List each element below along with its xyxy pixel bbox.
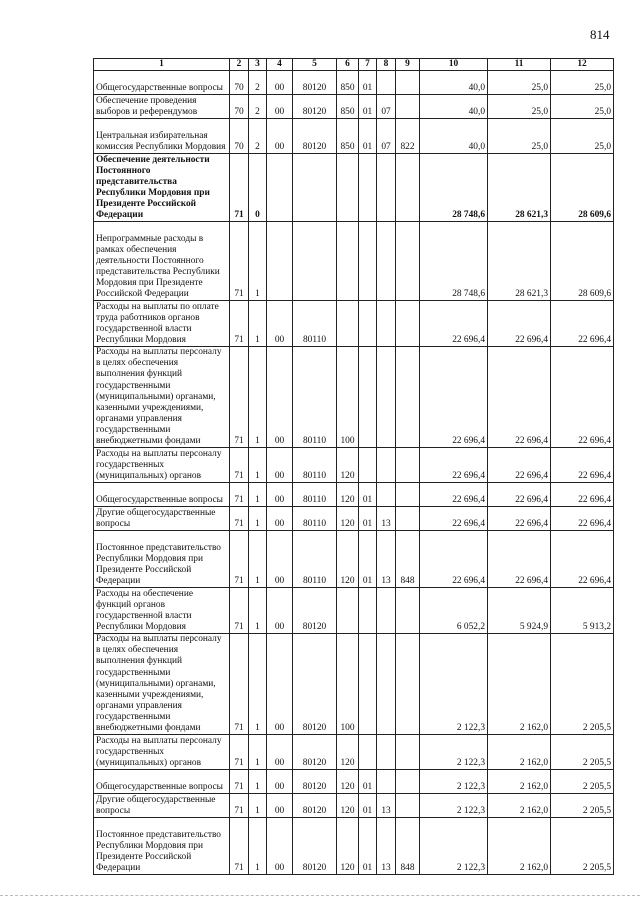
- row-name-cell: Другие общегосударственные вопросы: [94, 507, 230, 531]
- amount-cell: 6 052,2: [420, 588, 488, 634]
- table-row: [94, 588, 614, 634]
- code-cell: 120: [337, 483, 359, 507]
- amount-cell: 22 696,4: [488, 507, 551, 531]
- code-cell: 71: [230, 818, 249, 875]
- amount-cell: 22 696,4: [420, 483, 488, 507]
- row-name-cell: Расходы на выплаты персоналу в целях обеспечения выполнения функций государственными (муниципальными) органами, казенными учреждениями, органами управления государственными внебюджетными фондами: [94, 634, 230, 735]
- code-cell: 120: [337, 735, 359, 770]
- amount-cell: 2 122,3: [420, 735, 488, 770]
- code-cell: 120: [337, 794, 359, 818]
- code-cell: [359, 634, 377, 735]
- code-cell: 80120: [293, 71, 337, 95]
- code-cell: [396, 71, 420, 95]
- amount-cell: 28 621,3: [488, 154, 551, 222]
- code-cell: 71: [230, 483, 249, 507]
- amount-cell: 22 696,4: [551, 531, 614, 588]
- code-cell: [377, 301, 396, 347]
- amount-cell: 28 621,3: [488, 222, 551, 301]
- amount-cell: 2 162,0: [488, 634, 551, 735]
- table-row: [94, 634, 614, 735]
- code-cell: 70: [230, 71, 249, 95]
- amount-cell: 40,0: [420, 119, 488, 154]
- amount-cell: 2 162,0: [488, 794, 551, 818]
- code-cell: [396, 507, 420, 531]
- row-name-cell: Другие общегосударственные вопросы: [94, 794, 230, 818]
- code-cell: 80110: [293, 507, 337, 531]
- code-cell: 07: [377, 119, 396, 154]
- code-cell: 850: [337, 119, 359, 154]
- amount-cell: 22 696,4: [551, 507, 614, 531]
- code-cell: 80120: [293, 588, 337, 634]
- row-name-cell: Расходы на обеспечение функций органов государственной власти Республики Мордовия: [94, 588, 230, 634]
- code-cell: [377, 770, 396, 794]
- header-cell: 4: [267, 59, 293, 71]
- row-name-cell: Постоянное представительство Республики Мордовия при Президенте Российской Федерации: [94, 531, 230, 588]
- code-cell: 0: [249, 154, 267, 222]
- code-cell: [396, 794, 420, 818]
- code-cell: [293, 154, 337, 222]
- table-row: [94, 222, 614, 301]
- amount-cell: 25,0: [551, 71, 614, 95]
- code-cell: 1: [249, 531, 267, 588]
- amount-cell: 5 924,9: [488, 588, 551, 634]
- code-cell: 01: [359, 95, 377, 119]
- code-cell: 00: [267, 507, 293, 531]
- table-row: [94, 794, 614, 818]
- code-cell: [267, 154, 293, 222]
- amount-cell: 2 122,3: [420, 634, 488, 735]
- code-cell: 1: [249, 588, 267, 634]
- table-row: [94, 347, 614, 448]
- code-cell: 01: [359, 818, 377, 875]
- amount-cell: 28 748,6: [420, 222, 488, 301]
- code-cell: 80120: [293, 634, 337, 735]
- header-cell: 1: [94, 59, 230, 71]
- code-cell: [396, 154, 420, 222]
- code-cell: [337, 222, 359, 301]
- code-cell: 1: [249, 735, 267, 770]
- code-cell: [377, 71, 396, 95]
- code-cell: 80120: [293, 119, 337, 154]
- code-cell: 00: [267, 483, 293, 507]
- code-cell: 70: [230, 119, 249, 154]
- code-cell: 1: [249, 507, 267, 531]
- code-cell: 80110: [293, 347, 337, 448]
- code-cell: 00: [267, 119, 293, 154]
- code-cell: 00: [267, 634, 293, 735]
- table-row: [94, 301, 614, 347]
- amount-cell: 2 205,5: [551, 634, 614, 735]
- code-cell: 80120: [293, 735, 337, 770]
- amount-cell: 22 696,4: [488, 301, 551, 347]
- amount-cell: 22 696,4: [420, 347, 488, 448]
- code-cell: [377, 347, 396, 448]
- header-cell: 5: [293, 59, 337, 71]
- amount-cell: 25,0: [488, 119, 551, 154]
- code-cell: [396, 770, 420, 794]
- code-cell: 01: [359, 483, 377, 507]
- code-cell: 850: [337, 71, 359, 95]
- code-cell: [396, 222, 420, 301]
- amount-cell: 2 162,0: [488, 818, 551, 875]
- code-cell: 80110: [293, 531, 337, 588]
- header-cell: 3: [249, 59, 267, 71]
- amount-cell: 25,0: [551, 95, 614, 119]
- code-cell: 01: [359, 507, 377, 531]
- amount-cell: 28 609,6: [551, 154, 614, 222]
- header-cell: 12: [551, 59, 614, 71]
- amount-cell: 22 696,4: [551, 448, 614, 483]
- code-cell: 13: [377, 818, 396, 875]
- amount-cell: 2 205,5: [551, 770, 614, 794]
- code-cell: 71: [230, 735, 249, 770]
- code-cell: [377, 483, 396, 507]
- code-cell: 1: [249, 301, 267, 347]
- code-cell: 01: [359, 770, 377, 794]
- row-name-cell: Расходы на выплаты по оплате труда работников органов государственной власти Республики Мордовия: [94, 301, 230, 347]
- code-cell: 71: [230, 794, 249, 818]
- code-cell: [359, 735, 377, 770]
- amount-cell: 40,0: [420, 95, 488, 119]
- code-cell: [293, 222, 337, 301]
- row-name-cell: Непрограммные расходы в рамках обеспечения деятельности Постоянного представительства Республики Мордовия при Президенте Российской Федерации: [94, 222, 230, 301]
- code-cell: 80110: [293, 483, 337, 507]
- header-cell: 6: [337, 59, 359, 71]
- page-number: 814: [590, 27, 610, 42]
- header-cell: 10: [420, 59, 488, 71]
- code-cell: 00: [267, 448, 293, 483]
- header-cell: 11: [488, 59, 551, 71]
- amount-cell: 22 696,4: [551, 347, 614, 448]
- code-cell: 71: [230, 222, 249, 301]
- amount-cell: 22 696,4: [488, 347, 551, 448]
- code-cell: [359, 154, 377, 222]
- header-cell: 2: [230, 59, 249, 71]
- amount-cell: 22 696,4: [551, 301, 614, 347]
- code-cell: 71: [230, 770, 249, 794]
- code-cell: 71: [230, 154, 249, 222]
- code-cell: 00: [267, 95, 293, 119]
- row-name-cell: Общегосударственные вопросы: [94, 770, 230, 794]
- code-cell: [337, 588, 359, 634]
- table-row: [94, 119, 614, 154]
- code-cell: 00: [267, 301, 293, 347]
- code-cell: [377, 222, 396, 301]
- scan-edge: [0, 895, 640, 900]
- code-cell: 71: [230, 507, 249, 531]
- code-cell: [396, 448, 420, 483]
- amount-cell: 28 609,6: [551, 222, 614, 301]
- code-cell: 848: [396, 818, 420, 875]
- code-cell: 13: [377, 507, 396, 531]
- header-cell: 9: [396, 59, 420, 71]
- code-cell: [377, 448, 396, 483]
- code-cell: 848: [396, 531, 420, 588]
- code-cell: 13: [377, 531, 396, 588]
- amount-cell: 2 205,5: [551, 818, 614, 875]
- amount-cell: 2 162,0: [488, 770, 551, 794]
- code-cell: 1: [249, 818, 267, 875]
- table-row: [94, 95, 614, 119]
- code-cell: 00: [267, 818, 293, 875]
- amount-cell: 2 122,3: [420, 770, 488, 794]
- code-cell: [396, 95, 420, 119]
- code-cell: [377, 154, 396, 222]
- code-cell: 120: [337, 531, 359, 588]
- amount-cell: 25,0: [551, 119, 614, 154]
- code-cell: [396, 735, 420, 770]
- code-cell: [359, 448, 377, 483]
- code-cell: 00: [267, 770, 293, 794]
- table-row: [94, 818, 614, 875]
- amount-cell: 28 748,6: [420, 154, 488, 222]
- amount-cell: 25,0: [488, 71, 551, 95]
- row-name-cell: Расходы на выплаты персоналу государственных (муниципальных) органов: [94, 735, 230, 770]
- code-cell: 07: [377, 95, 396, 119]
- code-cell: 1: [249, 448, 267, 483]
- code-cell: [377, 588, 396, 634]
- code-cell: 00: [267, 794, 293, 818]
- code-cell: 822: [396, 119, 420, 154]
- code-cell: 80120: [293, 818, 337, 875]
- code-cell: 71: [230, 301, 249, 347]
- amount-cell: 25,0: [488, 95, 551, 119]
- code-cell: 850: [337, 95, 359, 119]
- table-row: [94, 770, 614, 794]
- table-row: [94, 507, 614, 531]
- code-cell: 00: [267, 71, 293, 95]
- code-cell: 120: [337, 507, 359, 531]
- code-cell: [359, 588, 377, 634]
- amount-cell: 2 122,3: [420, 794, 488, 818]
- row-name-cell: Обеспечение проведения выборов и референдумов: [94, 95, 230, 119]
- header-cell: 8: [377, 59, 396, 71]
- table-row: [94, 483, 614, 507]
- row-name-cell: Расходы на выплаты персоналу государственных (муниципальных) органов: [94, 448, 230, 483]
- code-cell: 71: [230, 634, 249, 735]
- code-cell: [396, 634, 420, 735]
- table-row: [94, 154, 614, 222]
- code-cell: 80120: [293, 794, 337, 818]
- amount-cell: 2 122,3: [420, 818, 488, 875]
- code-cell: [396, 588, 420, 634]
- row-name-cell: Постоянное представительство Республики Мордовия при Президенте Российской Федерации: [94, 818, 230, 875]
- budget-table: [93, 58, 614, 875]
- code-cell: 120: [337, 448, 359, 483]
- code-cell: 71: [230, 347, 249, 448]
- code-cell: [359, 222, 377, 301]
- code-cell: 2: [249, 95, 267, 119]
- code-cell: 1: [249, 483, 267, 507]
- code-cell: 2: [249, 71, 267, 95]
- amount-cell: 22 696,4: [488, 448, 551, 483]
- code-cell: 2: [249, 119, 267, 154]
- amount-cell: 22 696,4: [420, 301, 488, 347]
- amount-cell: 22 696,4: [420, 448, 488, 483]
- code-cell: [267, 222, 293, 301]
- code-cell: 100: [337, 347, 359, 448]
- code-cell: 01: [359, 119, 377, 154]
- code-cell: [337, 154, 359, 222]
- code-cell: 120: [337, 818, 359, 875]
- code-cell: 80120: [293, 95, 337, 119]
- row-name-cell: Обеспечение деятельности Постоянного представительства Республики Мордовия при Президенте Российской Федерации: [94, 154, 230, 222]
- code-cell: 71: [230, 531, 249, 588]
- amount-cell: 22 696,4: [488, 483, 551, 507]
- code-cell: 13: [377, 794, 396, 818]
- code-cell: 1: [249, 634, 267, 735]
- code-cell: 00: [267, 588, 293, 634]
- row-name-cell: Общегосударственные вопросы: [94, 71, 230, 95]
- code-cell: 80120: [293, 770, 337, 794]
- code-cell: [396, 347, 420, 448]
- code-cell: 01: [359, 794, 377, 818]
- table-row: [94, 448, 614, 483]
- code-cell: 80110: [293, 448, 337, 483]
- code-cell: 00: [267, 531, 293, 588]
- amount-cell: 2 205,5: [551, 794, 614, 818]
- amount-cell: 22 696,4: [488, 531, 551, 588]
- row-name-cell: Общегосударственные вопросы: [94, 483, 230, 507]
- code-cell: [377, 735, 396, 770]
- header-cell: 7: [359, 59, 377, 71]
- code-cell: 00: [267, 735, 293, 770]
- code-cell: [359, 301, 377, 347]
- table-row: [94, 735, 614, 770]
- code-cell: [337, 301, 359, 347]
- code-cell: 71: [230, 588, 249, 634]
- code-cell: [396, 483, 420, 507]
- code-cell: 100: [337, 634, 359, 735]
- code-cell: 70: [230, 95, 249, 119]
- code-cell: 71: [230, 448, 249, 483]
- code-cell: 01: [359, 531, 377, 588]
- code-cell: [396, 301, 420, 347]
- code-cell: 00: [267, 347, 293, 448]
- amount-cell: 22 696,4: [551, 483, 614, 507]
- amount-cell: 40,0: [420, 71, 488, 95]
- code-cell: [359, 347, 377, 448]
- code-cell: 1: [249, 347, 267, 448]
- amount-cell: 5 913,2: [551, 588, 614, 634]
- amount-cell: 2 205,5: [551, 735, 614, 770]
- code-cell: 80110: [293, 301, 337, 347]
- row-name-cell: Центральная избирательная комиссия Республики Мордовия: [94, 119, 230, 154]
- table-header-row: [94, 59, 614, 71]
- table-row: [94, 531, 614, 588]
- code-cell: [377, 634, 396, 735]
- code-cell: 01: [359, 71, 377, 95]
- code-cell: 1: [249, 222, 267, 301]
- amount-cell: 2 162,0: [488, 735, 551, 770]
- amount-cell: 22 696,4: [420, 507, 488, 531]
- code-cell: 1: [249, 794, 267, 818]
- code-cell: 120: [337, 770, 359, 794]
- amount-cell: 22 696,4: [420, 531, 488, 588]
- code-cell: 1: [249, 770, 267, 794]
- row-name-cell: Расходы на выплаты персоналу в целях обеспечения выполнения функций государственными (муниципальными) органами, казенными учреждениями, органами управления государственными внебюджетными фондами: [94, 347, 230, 448]
- table-row: [94, 71, 614, 95]
